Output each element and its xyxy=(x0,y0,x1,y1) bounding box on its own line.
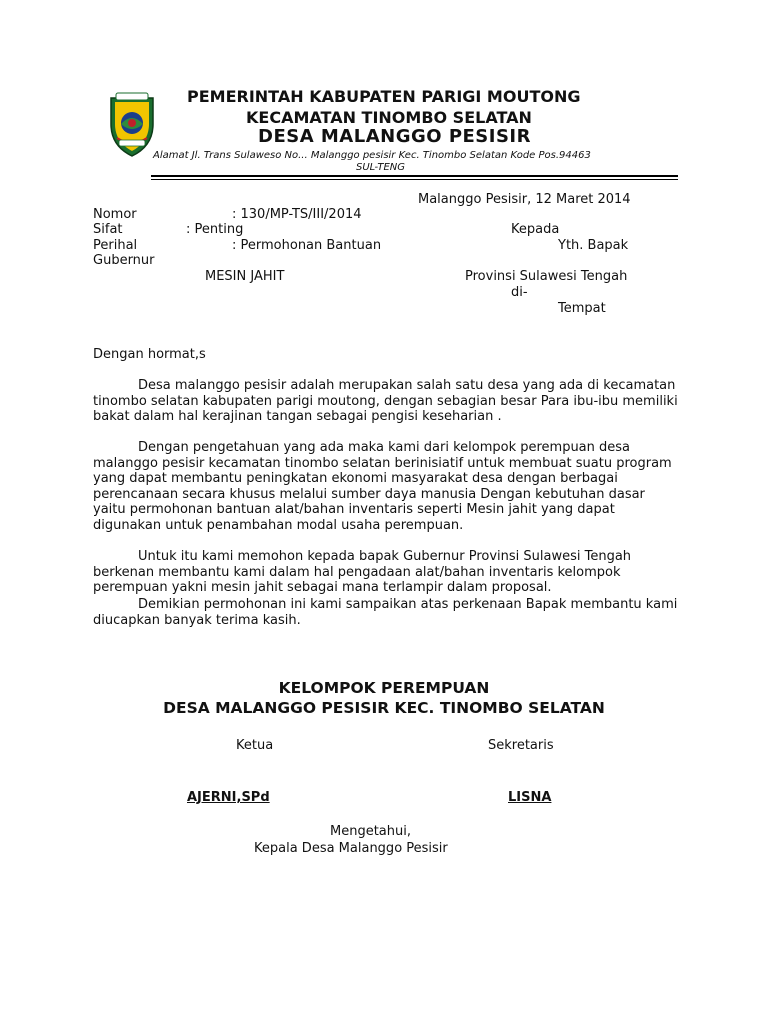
recipient-province: Provinsi Sulawesi Tengah xyxy=(465,269,628,284)
letterhead-village: DESA MALANGGO PESISIR xyxy=(258,126,531,147)
org-name: KELOMPOK PEREMPUAN xyxy=(278,679,490,697)
recipient-title-cont: Gubernur xyxy=(93,253,155,268)
letterhead-rule-thick xyxy=(151,175,678,177)
letterhead-rule-thin xyxy=(151,179,678,180)
salutation: Dengan hormat,s xyxy=(93,347,206,362)
letter-date: Malanggo Pesisir, 12 Maret 2014 xyxy=(418,192,631,207)
perihal-value: : Permohonan Bantuan xyxy=(232,238,382,253)
letterhead-address: Alamat Jl. Trans Sulaweso No... Malanggo pesisir Kec. Tinombo Selatan Kode Pos.94463 xyxy=(153,150,591,161)
sekretaris-label: Sekretaris xyxy=(488,738,554,753)
letterhead-address-region: SUL-TENG xyxy=(356,162,405,173)
nomor-label: Nomor xyxy=(93,207,137,222)
nomor-value: : 130/MP-TS/III/2014 xyxy=(232,207,362,222)
body-paragraph: Dengan pengetahuan yang ada maka kami dari kelompok perempuan desa malanggo pesisir kecamatan tinombo selatan berinisiatif untuk membuat suatu program yang dapat membantu peningkatan ekonomi masyarakat desa dengan berbagai perencanaan secara khusus melalui sumber daya manusia Dengan kebutuhan dasar yaitu permohonan bantuan alat/bahan inventaris seperti Mesin jahit yang dapat digunakan untuk penambahan modal usaha perempuan. xyxy=(93,440,672,533)
mengetahui-label: Mengetahui, xyxy=(330,824,411,839)
body-paragraph: Untuk itu kami memohon kepada bapak Gubernur Provinsi Sulawesi Tengah berkenan membantu kami dalam hal pengadaan alat/bahan inventaris kelompok perempuan yakni mesin jahit sebagai mana terlampir dalam proposal. xyxy=(93,549,632,596)
recipient-di: di- xyxy=(511,285,528,300)
recipient-tempat: Tempat xyxy=(558,301,606,316)
body-paragraph: Demikian permohonan ini kami sampaikan atas perkenaan Bapak membantu kami diucapkan banyak terima kasih. xyxy=(93,597,678,628)
perihal-value-cont: MESIN JAHIT xyxy=(205,269,285,284)
letterhead-district: KECAMATAN TINOMBO SELATAN xyxy=(246,108,532,127)
org-location: DESA MALANGGO PESISIR KEC. TINOMBO SELATAN xyxy=(163,699,605,717)
kepala-desa-label: Kepala Desa Malanggo Pesisir xyxy=(254,841,448,856)
recipient-yth: Yth. Bapak xyxy=(558,238,629,253)
recipient-kepada: Kepada xyxy=(511,222,560,237)
regency-emblem-logo xyxy=(107,90,157,160)
sifat-value: : Penting xyxy=(186,222,244,237)
body-paragraph: Desa malanggo pesisir adalah merupakan salah satu desa yang ada di kecamatan tinombo selatan kabupaten parigi moutong, dengan sebagian besar Para ibu-ibu memiliki bakat dalam hal kerajinan tangan sebagai pengisi keseharian . xyxy=(93,378,678,425)
ketua-label: Ketua xyxy=(236,738,274,753)
ketua-name: AJERNI,SPd xyxy=(187,790,270,805)
letterhead-regency: PEMERINTAH KABUPATEN PARIGI MOUTONG xyxy=(187,87,581,106)
sifat-label: Sifat xyxy=(93,222,123,237)
sekretaris-name: LISNA xyxy=(508,790,552,805)
perihal-label: Perihal xyxy=(93,238,138,253)
